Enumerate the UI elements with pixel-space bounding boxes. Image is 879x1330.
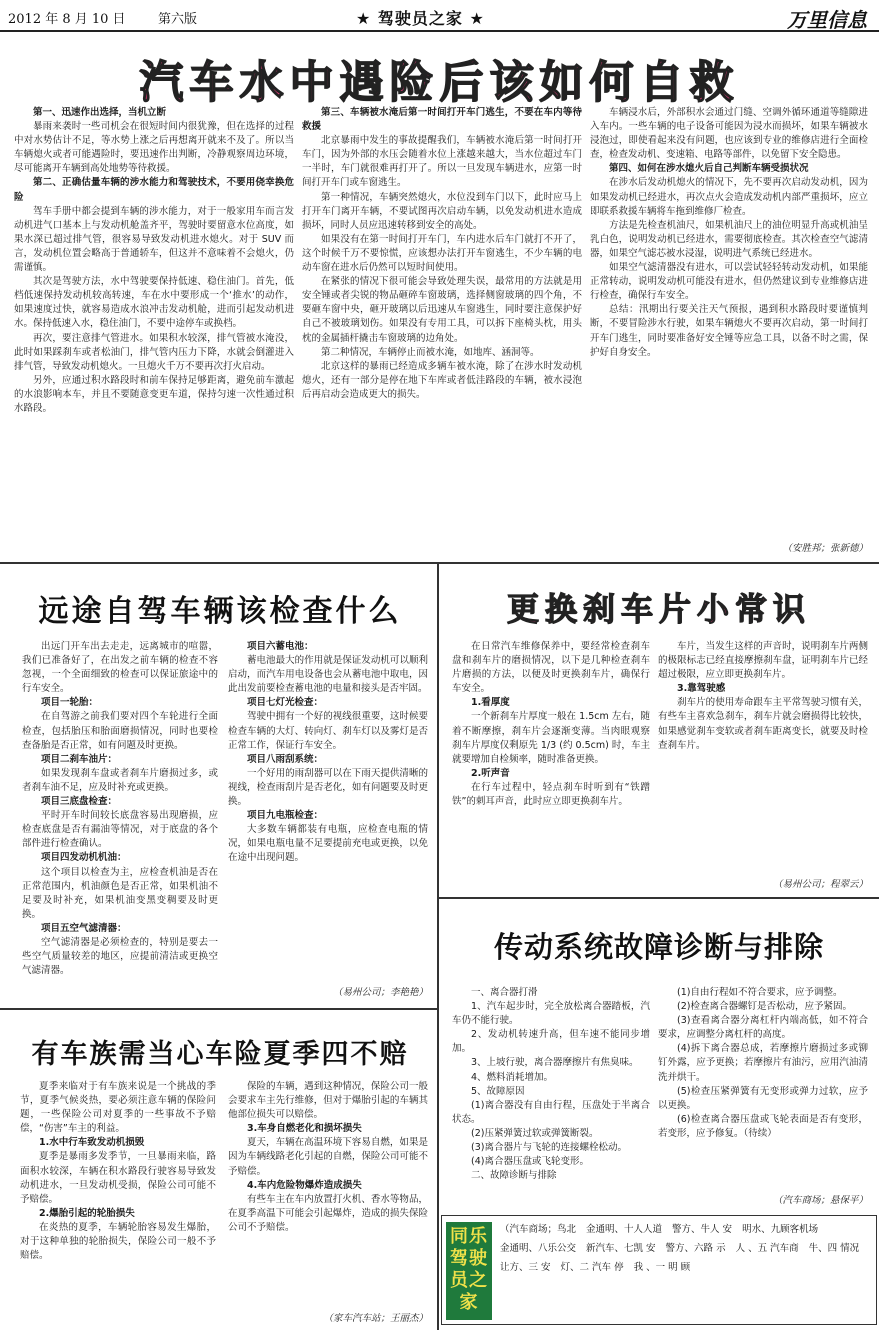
ad-item: （汽车商场；鸟北 (500, 1224, 577, 1235)
paragraph: 第二种情况，车辆停止而被水淹，如地库、涵洞等。 (321, 346, 540, 358)
issue-date: 2012 年 8 月 10 日 (8, 12, 126, 27)
paragraph: 夏季来临对于有车族来说是一个挑战的季节，夏季气候炎热，要必须注意车辆的保险问题，一些保险公司对夏季的一些事故不予赔偿，“伤害”车主的利益。 (20, 1081, 216, 1135)
article3-col1 (452, 640, 650, 892)
paragraph: 第三、车辆被水淹后第一时间打开车门逃生，不要在车内等待救援 (302, 107, 582, 133)
paragraph: 如果没有在第一时间打开车门，车内进水后车门就打不开了，这个时候千万不要惊慌，应该想办法打开车窗逃生，不少车辆的电动车窗在进水后仍然可以短时间使用。 (302, 233, 582, 274)
paragraph: 项目四发动机机油： (41, 852, 127, 864)
paragraph: 在炎热的夏季，车辆轮胎容易发生爆胎，对于这种单独的轮胎损失，保险公司一般不予赔偿。 (20, 1221, 216, 1262)
newspaper-brand: 万里信息 (787, 8, 867, 32)
edition-label: 第六版 (158, 12, 198, 27)
paragraph: 平时开车时间较长底盘容易出现磨损，应检查底盘是否有漏油等情况，对于底盘的各个部件进行检查确认。 (22, 810, 218, 850)
paragraph: 在紧张的情况下很可能会导致处理失误，最常用的方法就是用安全锤或者尖锐的物品砸碎车窗玻璃，选择侧窗玻璃的四个角，不要砸车窗中央，砸开玻璃以后迅速从车窗逃生，同时要注意保护好自己不被玻璃划伤。如果没有专用工具，可以拆下座椅头枕，用头枕的金属插杆撬击车窗玻璃的边角处。 (302, 276, 582, 344)
article5-col2 (228, 1080, 428, 1310)
paragraph: 方法是先检查机油尺，如果机油尺上的油位明显升高或机油呈乳白色，说明发动机已经进水，需要彻底检查。其次检查空气滤清器，如果空气滤芯被水浸湿，说明进气系统已经进水。 (590, 219, 868, 259)
article3-byline: （易州公司；程翠云） (772, 879, 868, 890)
paragraph: 驾车手册中都会提到车辆的涉水能力，对于一般家用车而言发动机进气口基本上与发动机舱盖齐平，驾驶时要留意水位高度，如果水深已超过排气管，很容易导致发动机进水熄火。对于 SUV 而言，发动机位置会略高于普通轿车，但这并不意味着不会熄火，仍需谨慎。 (14, 205, 294, 274)
paragraph: (2)压紧弹簧过软或弹簧断裂。 (471, 1127, 599, 1139)
ad-list (500, 1220, 872, 1322)
paragraph: 3.车身自燃老化和损坏损失 (247, 1123, 362, 1135)
paragraph: 蓄电池最大的作用就是保证发动机可以顺利启动，而汽车用电设备也会从蓄电池中取电，因此出发前要检查蓄电池的电量和接头是否牢固。 (228, 655, 428, 695)
paragraph: 第二、正确估量车辆的涉水能力和驾驶技术，不要用侥幸换危险 (14, 177, 294, 203)
paragraph: 项目八雨刮系统： (247, 753, 324, 765)
paragraph: 2.听声音 (471, 767, 510, 779)
paragraph: 1.看厚度 (471, 697, 510, 709)
article4-col2 (658, 986, 868, 1192)
article2-col2 (228, 640, 428, 984)
ad-item: 金通明、十人人道 (586, 1224, 663, 1235)
ad-item: 警方、牛人 安 (672, 1224, 733, 1235)
paragraph: 总结：汛期出行要关注天气预报，遇到积水路段时要谨慎判断，不要冒险涉水行驶，如果车辆熄火不要再次启动，第一时间打开车门逃生，同时要准备好安全锤等应急工具，以备不时之需，保护好自身安全。 (590, 304, 868, 358)
paragraph: 4.车内危险物爆炸造成损失 (247, 1179, 362, 1191)
article1-title: 汽车水中遇险后该如何自救 (139, 57, 740, 108)
article5-byline: （家车汽车站；王丽杰） (323, 1313, 428, 1324)
paragraph: 这个项目以检查为主，应检查机油是否在正常范围内，机油颜色是否正常，如果机油不足要及时补充，如果机油变黑变稠要及时更换。 (22, 866, 218, 920)
paragraph: 如果发现刹车盘或者刹车片磨损过多，或者刹车油不足，应及时补充或更换。 (22, 767, 218, 793)
paragraph: 2.爆胎引起的轮胎损失 (39, 1207, 135, 1219)
paragraph: (2)检查离合器螺钉是否松动，应予紧固。 (677, 1001, 852, 1013)
column-title: ★ 驾驶员之家 ★ (356, 9, 485, 28)
article1-byline: （安胜邦；张新德） (782, 543, 868, 554)
paragraph: 再次，要注意排气管进水。如果积水较深，排气管被水淹没，此时如果踩刹车或者松油门，排气管内压力下降，水就会倒灌进入排气管，导致发动机熄火。一旦熄火千万不要再次打火启动。 (14, 332, 294, 372)
paragraph: 5、故障原因 (471, 1085, 525, 1097)
ad-item: 警方、六路 示 (665, 1243, 726, 1254)
article2-col1 (22, 640, 218, 1004)
article1-col2 (302, 106, 582, 558)
article3-col2 (658, 640, 868, 876)
paragraph: 一个新刹车片厚度一般在 1.5cm 左右，随着不断摩擦，刹车片会逐渐变薄。当肉眼观察刹车片厚度仅剩原先 1/3 (约 0.5cm) 时，车主就要增加自检频率，随时准备更换。 (452, 711, 650, 765)
ad-item: 我 、一 明 顾 (633, 1262, 691, 1273)
article2-byline: （易州公司；李艳艳） (332, 987, 428, 998)
paragraph: 第一、迅速作出选择，当机立断 (33, 107, 167, 118)
ad-item: 新汽车、七凯 安 (586, 1243, 656, 1254)
paragraph: 保险的车辆，遇到这种情况，保险公司一般会要求车主先行维修，但对于爆胎引起的车辆其他部位损失可以赔偿。 (228, 1081, 428, 1121)
paragraph: (5)检查压紧弹簧有无变形或弹力过软，应予以更换。 (658, 1085, 868, 1111)
article4-col1 (452, 986, 650, 1208)
paragraph: (1)自由行程如不符合要求，应予调整。 (677, 987, 843, 998)
article2-title: 远途自驾车辆该检查什么 (38, 594, 402, 629)
paragraph: (3)查看离合器分离杠杆内端高低，如不符合要求，应调整分离杠杆的高度。 (658, 1015, 868, 1041)
paragraph: 项目三底盘检查： (41, 796, 118, 808)
article5-col1 (20, 1080, 216, 1326)
article1-col3 (590, 106, 868, 544)
paragraph: 4、燃料消耗增加。 (471, 1071, 554, 1083)
article5-title: 有车族需当心车险夏季四不赔 (31, 1039, 409, 1070)
paragraph: 2、发动机转速升高，但车速不能同步增加。 (452, 1029, 650, 1055)
paragraph: 夏天，车辆在高温环境下容易自燃，如果是因为车辆线路老化引起的自燃，保险公司可能不予赔偿。 (228, 1137, 428, 1177)
paragraph: 在行车过程中，轻点刹车时听到有“铁蹭铁”的刺耳声音，此时应立即更换刹车片。 (452, 781, 650, 808)
divider-vertical (437, 564, 439, 1330)
paragraph: 在自驾游之前我们要对四个车轮进行全面检查，包括胎压和胎面磨损情况，同时也要检查备胎是否正常，如有问题及时更换。 (22, 711, 218, 751)
article1-col1 (14, 106, 294, 558)
article4-title: 传动系统故障诊断与排除 (493, 930, 824, 964)
ad-logo: 同乐驾驶员之家 (446, 1222, 492, 1320)
page-header (0, 0, 879, 32)
paragraph: 项目七灯光检查： (247, 697, 324, 709)
paragraph: (6)检查离合器压盘或飞轮表面是否有变形，若变形，应予修复。（待续） (658, 1113, 868, 1139)
paragraph: 一个好用的雨刮器可以在下雨天提供清晰的视线，检查雨刮片是否老化，如有问题要及时更换。 (228, 767, 428, 808)
paragraph: 刹车片的使用寿命跟车主平常驾驶习惯有关，有些车主喜欢急刹车，刹车片就会磨损得比较快，如果感觉刹车变软或者刹车距离变长，就要及时检查刹车片。 (658, 697, 868, 751)
paragraph: (4)拆下离合器总成，若摩擦片磨损过多或铆钉外露，应予更换；若摩擦片有油污，应用汽油清洗并烘干。 (658, 1043, 868, 1083)
article3-title: 更换刹车片小常识 (506, 590, 811, 628)
paragraph: 项目九电瓶检查： (247, 810, 324, 822)
ad-item: 明水、九顾客机场 (742, 1224, 819, 1235)
divider-right-mid (439, 897, 879, 899)
paragraph: 项目二刹车油片： (41, 753, 118, 765)
ad-item: 人 、五 汽车商 (735, 1243, 799, 1254)
paragraph: (1)离合器没有自由行程，压盘处于半离合状态。 (452, 1099, 650, 1125)
paragraph: 在日常汽车维修保养中，要经常检查刹车盘和刹车片的磨损情况，以下是几种检查刹车片磨损的方法，以便及时更换刹车片，确保行车安全。 (452, 641, 650, 695)
paragraph: 第四、如何在涉水熄火后自己判断车辆受损状况 (609, 163, 809, 175)
paragraph: (3)离合器片与飞轮的连接螺栓松动。 (471, 1142, 627, 1154)
paragraph: 出远门开车出去走走，远离城市的喧嚣，我们已准备好了，在出发之前车辆的检查不容忽视，一个全面细致的检查可以保证旅途中的行车安全。 (22, 641, 218, 695)
ad-item: 灯、二 汽车 停 (560, 1262, 624, 1273)
paragraph: 3、上坡行驶，离合器摩擦片有焦臭味。 (471, 1057, 639, 1069)
paragraph: 3.靠驾驶感 (677, 683, 726, 695)
paragraph: 项目五空气滤清器： (41, 922, 127, 934)
paragraph: 车辆浸水后，外部积水会通过门缝、空调外循环通道等缝隙进入车内。一些车辆的电子设备可能因为浸水而损坏，如果车辆被水浸泡过，即使看起来没有问题，也应该到专业的维修店进行全面检查，检查发动机、变速箱、电路等部件，以免留下安全隐患。 (590, 107, 868, 161)
paragraph: 另外，应通过积水路段时和前车保持足够距离，避免前车激起的水浪影响本车，并且不要随意变更车道，保持匀速一次性通过积水路段。 (14, 374, 294, 414)
paragraph: 驾驶中拥有一个好的视线很重要，这时候要检查车辆的大灯、转向灯、刹车灯以及雾灯是否正常工作，保证行车安全。 (228, 711, 428, 751)
ad-item: 金通明、八乐公交 (500, 1243, 577, 1254)
paragraph: 大多数车辆都装有电瓶，应检查电瓶的情况，如果电瓶电量不足要提前充电或更换，以免在途中出现问题。 (228, 824, 428, 864)
paragraph: 北京暴雨中发生的事故提醒我们，车辆被水淹后第一时间打开车门，因为外部的水压会随着水位上涨越来越大，当水位超过车门一半时，车门就很难再打开了。所以一旦发现车辆进水，应第一时间打开车门或车窗逃生。 (302, 135, 582, 189)
paragraph: 车片，当发生这样的声音时，说明刹车片两侧的极限标志已经直接摩擦刹车盘，证明刹车片已经超过极限，应立即更换刹车片。 (658, 641, 868, 681)
divider-left-mid (0, 1008, 437, 1010)
divider-top (0, 562, 879, 564)
paragraph: 北京这样的暴雨已经造成多辆车被水淹，除了在涉水时发动机熄火，还有一部分是停在地下车库或者低洼路段的车辆，被水浸泡后再启动会造成更大的损失。 (302, 360, 582, 400)
ad-item: 让方、三 安 (500, 1262, 551, 1273)
article4-byline: （汽车商场；悬保平） (772, 1195, 868, 1206)
paragraph: 1.水中行车致发动机损毁 (39, 1137, 145, 1149)
paragraph: (4)离合器压盘或飞轮变形。 (471, 1156, 589, 1168)
paragraph: 项目六蓄电池： (247, 641, 314, 652)
paragraph: 第一种情况，车辆突然熄火，水位没到车门以下，此时应马上打开车门离开车辆，不要试图再次启动车辆，以免发动机进水造成损坏，同时人员应迅速转移到安全的高处。 (302, 191, 582, 231)
paragraph: 如果空气滤清器没有进水，可以尝试轻轻转动发动机，如果能正常转动，说明发动机可能没有进水，但仍然建议到专业维修店进行检查，确保行车安全。 (590, 262, 868, 302)
paragraph: 夏季是暴雨多发季节，一旦暴雨来临，路面积水较深，车辆在积水路段行驶容易导致发动机进水，一旦发动机受损，保险公司可能不予赔偿。 (20, 1151, 216, 1205)
paragraph: 在涉水后发动机熄火的情况下，先不要再次启动发动机，因为如果发动机已经进水，再次点火会造成发动机内部严重损坏，应立即联系救援车辆将车拖到维修厂检查。 (590, 177, 868, 217)
paragraph: 其次是驾驶方法，水中驾驶要保持低速、稳住油门。首先，低档低速保持发动机较高转速，车在水中要形成一个‘推水’的动作，如果速度过快，就容易造成水浪冲击发动机舱，进而引起发动机进水。保持低速入水，稳住油门，不要中途停车或换档。 (14, 276, 294, 330)
paragraph: 暴雨来袭时一些司机会在很短时间内很犹豫，但在选择的过程中对水势估计不足，等水势上涨之后再想离开就来不及了。所以当车辆熄火或者可能遇险时，要迅速作出判断，冷静观察周边环境，尽可能离开车辆到高处地势等待救援。 (14, 121, 294, 175)
paragraph: 一、离合器打滑 (471, 987, 538, 998)
paragraph: 项目一轮胎： (41, 697, 99, 709)
paragraph: 二、故障诊断与排除 (471, 1170, 557, 1182)
paragraph: 空气滤清器是必须检查的，特别是要去一些空气质量较差的地区，应提前清洁或更换空气滤清器。 (22, 936, 218, 977)
paragraph: 1、汽车起步时，完全放松离合器踏板，汽车仍不能行驶。 (452, 1001, 650, 1027)
ad-item: 牛、四 情况 (808, 1243, 860, 1254)
ad-box (441, 1215, 877, 1325)
paragraph: 有些车主在车内放置打火机、香水等物品，在夏季高温下可能会引起爆炸，造成的损失保险公司不予赔偿。 (228, 1193, 428, 1233)
